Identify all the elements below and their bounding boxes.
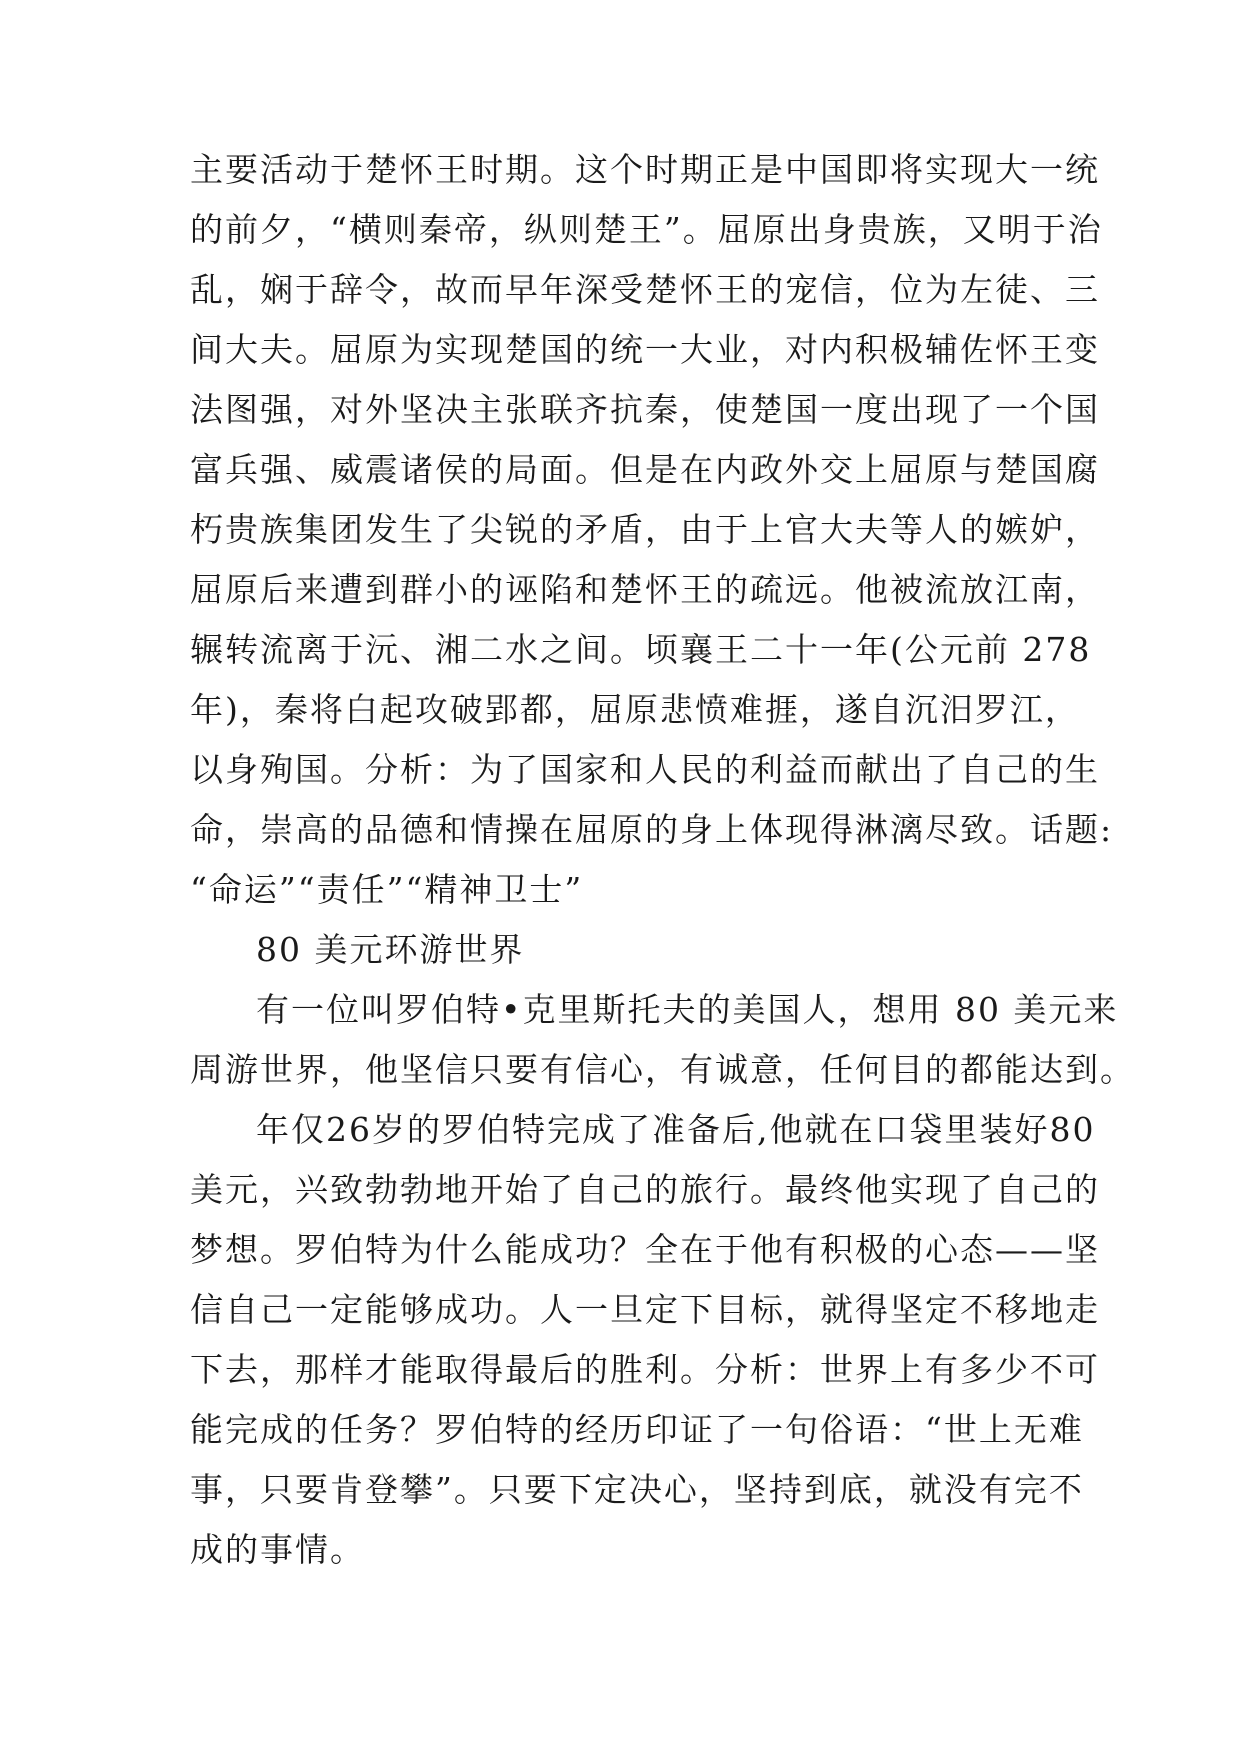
text-line: 信自己一定能够成功。人一旦定下目标，就得坚定不移地走 bbox=[190, 1290, 1100, 1329]
paragraph-robert-story bbox=[190, 1100, 1100, 1580]
paragraph-quyuan-story bbox=[190, 140, 1114, 920]
text-line: 成的事情。 bbox=[190, 1530, 365, 1569]
text-line: 有一位叫罗伯特•克里斯托夫的美国人，想用 80 美元来 bbox=[256, 990, 1119, 1029]
text-line: “命运”“责任”“精神卫士” bbox=[190, 870, 584, 909]
text-line: 事，只要肯登攀”。只要下定决心，坚持到底，就没有完不 bbox=[190, 1470, 1084, 1509]
text-line: 年)，秦将白起攻破郢都，屈原悲愤难捱，遂自沉汨罗江， bbox=[190, 690, 1080, 729]
text-line: 朽贵族集团发生了尖锐的矛盾，由于上官大夫等人的嫉妒， bbox=[190, 510, 1100, 549]
text-line: 年仅26岁的罗伯特完成了准备后,他就在口袋里装好80 bbox=[256, 1110, 1096, 1149]
text-line: 间大夫。屈原为实现楚国的统一大业，对内积极辅佐怀王变 bbox=[190, 330, 1100, 369]
section-heading bbox=[190, 920, 1055, 980]
text-line: 能完成的任务？罗伯特的经历印证了一句俗语：“世上无难 bbox=[190, 1410, 1084, 1449]
text-line: 法图强，对外坚决主张联齐抗秦，使楚国一度出现了一个国 bbox=[190, 390, 1100, 429]
text-line: 的前夕，“横则秦帝，纵则楚王”。屈原出身贵族，又明于治 bbox=[190, 210, 1103, 249]
text-line: 富兵强、威震诸侯的局面。但是在内政外交上屈原与楚国腐 bbox=[190, 450, 1100, 489]
text-line: 美元，兴致勃勃地开始了自己的旅行。最终他实现了自己的 bbox=[190, 1170, 1100, 1209]
section-title: 80 美元环游世界 bbox=[256, 930, 525, 969]
document-body bbox=[190, 140, 1135, 1580]
text-line: 以身殉国。分析：为了国家和人民的利益而献出了自己的生 bbox=[190, 750, 1100, 789]
text-line: 主要活动于楚怀王时期。这个时期正是中国即将实现大一统 bbox=[190, 150, 1100, 189]
paragraph-robert-intro bbox=[190, 980, 1135, 1100]
text-line: 周游世界，他坚信只要有信心，有诚意，任何目的都能达到。 bbox=[190, 1050, 1135, 1089]
text-line: 乱，娴于辞令，故而早年深受楚怀王的宠信，位为左徒、三 bbox=[190, 270, 1100, 309]
text-line: 下去，那样才能取得最后的胜利。分析：世界上有多少不可 bbox=[190, 1350, 1100, 1389]
text-line: 命，崇高的品德和情操在屈原的身上体现得淋漓尽致。话题: bbox=[190, 810, 1114, 849]
text-line: 梦想。罗伯特为什么能成功？全在于他有积极的心态——坚 bbox=[190, 1230, 1100, 1269]
text-line: 屈原后来遭到群小的诬陷和楚怀王的疏远。他被流放江南， bbox=[190, 570, 1100, 609]
text-line: 辗转流离于沅、湘二水之间。顷襄王二十一年(公元前 278 bbox=[190, 630, 1092, 669]
